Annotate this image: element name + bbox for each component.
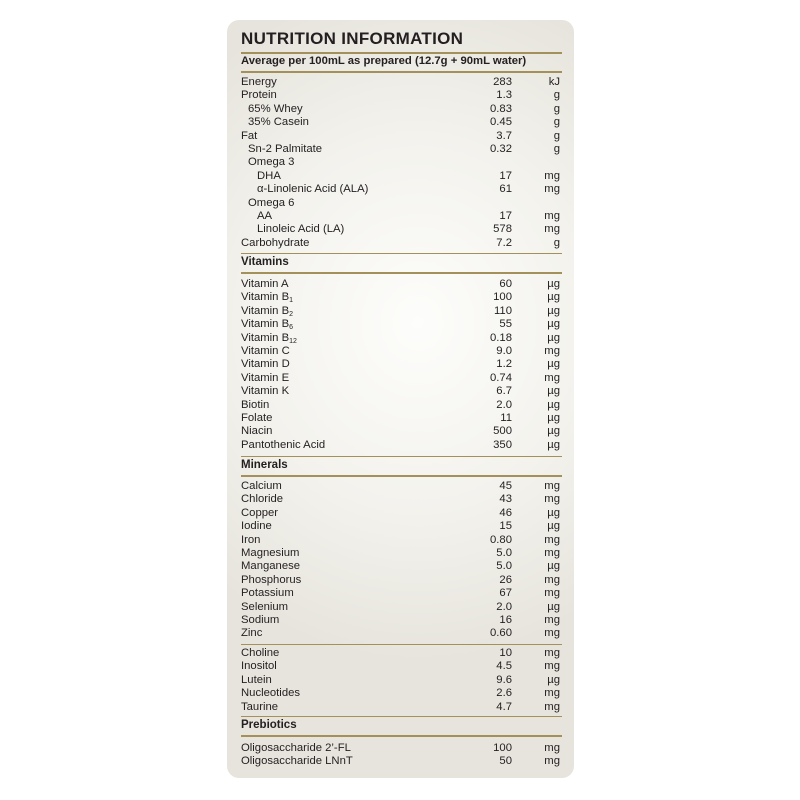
nutrient-value: 100 bbox=[493, 742, 512, 754]
nutrient-unit: mg bbox=[544, 493, 560, 506]
nutrient-unit: µg bbox=[547, 560, 560, 573]
nutrient-row bbox=[241, 587, 562, 600]
nutrient-unit: µg bbox=[547, 438, 560, 451]
nutrient-unit: mg bbox=[544, 345, 560, 357]
nutrient-row bbox=[241, 170, 562, 183]
nutrient-value: 60 bbox=[499, 278, 512, 290]
nutrient-name-text: Pantothenic Acid bbox=[241, 438, 326, 451]
nutrient-unit: µg bbox=[547, 600, 560, 613]
nutrient-name-text: Vitamin A bbox=[241, 278, 289, 290]
nutrient-value: 2.0 bbox=[496, 398, 512, 411]
nutrient-unit: mg bbox=[544, 573, 560, 586]
nutrient-value: 10 bbox=[499, 647, 512, 659]
nutrient-name bbox=[241, 647, 279, 660]
nutrient-value: 9.6 bbox=[496, 673, 512, 686]
nutrient-value: 0.83 bbox=[490, 102, 512, 115]
nutrient-name-text: Zinc bbox=[241, 627, 263, 640]
nutrient-value: 0.60 bbox=[490, 627, 512, 640]
nutrient-name-text: Vitamin B bbox=[241, 304, 290, 317]
nutrient-value: 17 bbox=[499, 169, 512, 182]
nutrient-value: 500 bbox=[493, 425, 512, 438]
nutrient-unit: µg bbox=[547, 520, 560, 533]
minerals-heading: Minerals bbox=[241, 459, 288, 471]
nutrient-name bbox=[241, 547, 299, 560]
nutrient-row bbox=[241, 614, 562, 627]
nutrition-panel bbox=[227, 20, 574, 778]
nutrient-name bbox=[241, 587, 294, 600]
nutrient-name-text: Niacin bbox=[241, 425, 273, 438]
nutrient-value: 67 bbox=[499, 587, 512, 600]
nutrient-row bbox=[241, 116, 562, 129]
title-rule bbox=[241, 52, 562, 54]
nutrient-value: 4.7 bbox=[496, 700, 512, 713]
nutrient-name bbox=[241, 439, 325, 452]
nutrient-row bbox=[241, 291, 562, 304]
nutrient-name-text: Oligosaccharide LNnT bbox=[241, 755, 353, 768]
vitamins-heading-rule bbox=[241, 272, 562, 274]
nutrient-name-text: Chloride bbox=[241, 493, 284, 506]
nutrient-unit: mg bbox=[544, 371, 560, 384]
nutrient-name-text: Calcium bbox=[241, 480, 282, 492]
nutrient-name-text: DHA bbox=[257, 169, 281, 182]
nutrient-subscript: 6 bbox=[289, 324, 294, 332]
nutrient-row bbox=[241, 742, 562, 755]
nutrient-value: 6.7 bbox=[496, 385, 512, 398]
nutrient-row bbox=[241, 601, 562, 614]
nutrient-unit: g bbox=[553, 89, 560, 102]
nutrient-unit: µg bbox=[547, 385, 560, 398]
nutrient-name-text: Selenium bbox=[241, 600, 289, 613]
nutrient-name bbox=[241, 627, 262, 640]
nutrient-name bbox=[257, 170, 281, 183]
nutrient-name-text: Vitamin B bbox=[241, 318, 290, 331]
nutrient-unit: µg bbox=[547, 331, 560, 344]
nutrient-name-text: Lutein bbox=[241, 673, 272, 686]
nutrient-row bbox=[241, 493, 562, 506]
nutrient-value: 1.3 bbox=[496, 89, 512, 102]
nutrient-name-text: Vitamin E bbox=[241, 371, 290, 384]
nutrient-name bbox=[241, 372, 289, 385]
nutrient-value: 9.0 bbox=[496, 345, 512, 357]
nutrient-unit: g bbox=[553, 102, 560, 115]
nutrient-name-text: Inositol bbox=[241, 660, 277, 673]
nutrient-subscript: 2 bbox=[289, 310, 294, 318]
nutrient-value: 4.5 bbox=[496, 660, 512, 673]
nutrient-row bbox=[241, 156, 562, 169]
nutrient-row bbox=[241, 547, 562, 560]
nutrient-name bbox=[241, 332, 297, 345]
nutrient-name-text: Sodium bbox=[241, 614, 280, 626]
nutrient-name bbox=[241, 534, 260, 547]
nutrient-name bbox=[257, 223, 344, 236]
nutrient-row bbox=[241, 534, 562, 547]
nutrient-name bbox=[241, 520, 272, 533]
nutrient-name bbox=[248, 103, 303, 116]
nutrient-name bbox=[241, 674, 272, 687]
nutrient-name-text: Vitamin C bbox=[241, 345, 290, 357]
nutrient-name-text: Iodine bbox=[241, 520, 272, 533]
nutrient-value: 578 bbox=[493, 223, 512, 236]
nutrient-name-text: Nucleotides bbox=[241, 687, 301, 700]
nutrient-row bbox=[241, 687, 562, 700]
nutrient-name bbox=[241, 305, 293, 318]
nutrient-name-text: Linoleic Acid (LA) bbox=[257, 223, 345, 236]
prebiotics-heading-rule bbox=[241, 735, 562, 737]
nutrient-row bbox=[241, 507, 562, 520]
panel-title: NUTRITION INFORMATION bbox=[241, 29, 464, 48]
nutrient-name-text: Phosphorus bbox=[241, 573, 302, 586]
nutrient-name bbox=[241, 412, 272, 425]
minerals-top-rule bbox=[241, 456, 562, 457]
nutrient-row bbox=[241, 660, 562, 673]
minerals-heading-rule bbox=[241, 475, 562, 477]
nutrient-name bbox=[241, 480, 282, 493]
nutrient-unit: µg bbox=[547, 425, 560, 438]
nutrient-name-text: AA bbox=[257, 210, 273, 222]
nutrient-value: 0.45 bbox=[490, 116, 512, 129]
nutrient-value: 26 bbox=[499, 573, 512, 586]
nutrient-row bbox=[241, 103, 562, 116]
nutrient-value: 1.2 bbox=[496, 358, 512, 371]
nutrient-name bbox=[241, 560, 300, 573]
nutrient-name bbox=[248, 143, 322, 156]
nutrient-unit: µg bbox=[547, 673, 560, 686]
nutrient-unit: mg bbox=[544, 660, 560, 673]
nutrient-name bbox=[248, 197, 294, 210]
nutrient-row bbox=[241, 318, 562, 331]
vitamins-heading: Vitamins bbox=[241, 256, 289, 268]
nutrient-unit: mg bbox=[544, 647, 560, 659]
prebiotics-heading: Prebiotics bbox=[241, 719, 297, 731]
nutrient-value: 5.0 bbox=[496, 560, 512, 573]
nutrient-name bbox=[241, 130, 257, 143]
nutrient-name-text: Choline bbox=[241, 647, 280, 659]
nutrient-name-text: Oligosaccharide 2’-FL bbox=[241, 742, 351, 754]
nutrient-row bbox=[241, 425, 562, 438]
nutrient-subscript: 12 bbox=[289, 337, 297, 345]
nutrient-row bbox=[241, 520, 562, 533]
nutrient-name bbox=[241, 385, 289, 398]
nutrient-row bbox=[241, 480, 562, 493]
nutrient-name-text: Taurine bbox=[241, 700, 279, 713]
nutrient-row bbox=[241, 89, 562, 102]
nutrient-name bbox=[241, 318, 293, 331]
nutrient-unit: mg bbox=[544, 587, 560, 600]
nutrient-value: 46 bbox=[499, 506, 512, 519]
subtitle-rule bbox=[241, 71, 562, 73]
others-top-rule bbox=[241, 644, 562, 645]
nutrient-row bbox=[241, 305, 562, 318]
nutrient-name bbox=[241, 345, 290, 358]
nutrient-row bbox=[241, 130, 562, 143]
nutrient-name-text: Vitamin D bbox=[241, 358, 290, 371]
nutrient-name bbox=[241, 237, 309, 250]
nutrient-name bbox=[257, 183, 368, 196]
nutrient-row bbox=[241, 674, 562, 687]
nutrient-value: 7.2 bbox=[496, 236, 512, 249]
nutrient-name-text: Potassium bbox=[241, 587, 294, 600]
nutrient-name bbox=[241, 278, 289, 291]
nutrient-value: 0.18 bbox=[490, 331, 512, 344]
nutrient-name-text: Vitamin B bbox=[241, 331, 290, 344]
nutrient-value: 43 bbox=[499, 493, 512, 506]
nutrient-name bbox=[241, 291, 293, 304]
nutrient-row bbox=[241, 143, 562, 156]
nutrient-unit: mg bbox=[544, 533, 560, 546]
nutrient-name bbox=[241, 742, 351, 755]
nutrient-value: 11 bbox=[500, 412, 512, 424]
nutrient-unit: µg bbox=[547, 278, 560, 290]
nutrient-value: 61 bbox=[499, 183, 512, 196]
nutrient-row bbox=[241, 412, 562, 425]
nutrient-name bbox=[248, 116, 309, 129]
nutrient-name bbox=[241, 425, 272, 438]
nutrient-unit: mg bbox=[544, 755, 560, 768]
nutrient-name-text: Omega 3 bbox=[248, 156, 295, 169]
nutrient-unit: mg bbox=[544, 480, 560, 492]
nutrient-name-text: Vitamin B bbox=[241, 291, 290, 304]
nutrient-value: 50 bbox=[499, 755, 512, 768]
nutrient-unit: mg bbox=[544, 547, 560, 559]
prebiotics-top-rule bbox=[241, 716, 562, 717]
nutrient-name-text: Magnesium bbox=[241, 547, 300, 559]
nutrient-value: 55 bbox=[499, 318, 512, 331]
nutrient-unit: mg bbox=[544, 742, 560, 754]
nutrient-name-text: 35% Casein bbox=[248, 116, 309, 129]
nutrient-subscript: 1 bbox=[289, 297, 294, 305]
nutrient-name bbox=[241, 601, 288, 614]
nutrient-value: 45 bbox=[499, 480, 512, 492]
nutrient-name-text: Protein bbox=[241, 89, 277, 102]
nutrient-row bbox=[241, 439, 562, 452]
nutrient-name-text: Vitamin K bbox=[241, 385, 290, 398]
nutrient-unit: mg bbox=[544, 210, 560, 222]
nutrient-value: 100 bbox=[493, 291, 512, 304]
nutrient-name-text: Fat bbox=[241, 129, 258, 142]
nutrient-row bbox=[241, 210, 562, 223]
nutrient-value: 3.7 bbox=[496, 129, 512, 142]
nutrient-unit: µg bbox=[547, 304, 560, 317]
nutrient-value: 0.80 bbox=[490, 533, 512, 546]
nutrient-row bbox=[241, 755, 562, 768]
nutrient-row bbox=[241, 560, 562, 573]
nutrient-name-text: Carbohydrate bbox=[241, 236, 310, 249]
nutrient-name bbox=[241, 755, 353, 768]
nutrient-row bbox=[241, 574, 562, 587]
nutrient-unit: mg bbox=[544, 614, 560, 626]
nutrient-row bbox=[241, 385, 562, 398]
nutrient-row bbox=[241, 399, 562, 412]
nutrient-unit: g bbox=[553, 236, 560, 249]
nutrient-unit: µg bbox=[547, 318, 560, 331]
nutrient-value: 0.32 bbox=[490, 143, 512, 155]
nutrient-name-text: Sn-2 Palmitate bbox=[248, 143, 323, 155]
nutrient-name bbox=[241, 507, 278, 520]
nutrient-unit: µg bbox=[547, 412, 560, 424]
nutrient-unit: g bbox=[553, 116, 560, 129]
vitamins-top-rule bbox=[241, 253, 562, 254]
nutrient-value: 0.74 bbox=[490, 371, 512, 384]
nutrient-value: 5.0 bbox=[496, 547, 512, 559]
nutrient-name bbox=[241, 76, 277, 89]
nutrient-value: 283 bbox=[493, 76, 512, 88]
nutrient-name-text: Copper bbox=[241, 506, 279, 519]
nutrient-value: 17 bbox=[499, 210, 512, 222]
nutrient-name bbox=[241, 358, 290, 371]
nutrient-name bbox=[241, 660, 277, 673]
nutrient-name-text: Folate bbox=[241, 412, 273, 424]
nutrient-name-text: Manganese bbox=[241, 560, 301, 573]
nutrient-name bbox=[241, 399, 269, 412]
nutrient-unit: mg bbox=[544, 223, 560, 236]
nutrient-name bbox=[241, 574, 301, 587]
nutrient-name bbox=[241, 687, 300, 700]
nutrient-name-text: Energy bbox=[241, 76, 277, 88]
nutrient-name-text: Iron bbox=[241, 533, 261, 546]
nutrient-value: 15 bbox=[499, 520, 512, 533]
nutrient-row bbox=[241, 237, 562, 250]
nutrient-value: 2.6 bbox=[496, 687, 512, 700]
nutrient-row bbox=[241, 223, 562, 236]
nutrient-name bbox=[241, 89, 277, 102]
nutrient-row bbox=[241, 183, 562, 196]
nutrient-row bbox=[241, 345, 562, 358]
nutrient-unit: µg bbox=[547, 398, 560, 411]
nutrient-unit: µg bbox=[547, 358, 560, 371]
nutrient-unit: g bbox=[553, 143, 560, 155]
nutrient-row bbox=[241, 372, 562, 385]
nutrient-name-text: Omega 6 bbox=[248, 196, 295, 209]
nutrient-value: 2.0 bbox=[496, 600, 512, 613]
nutrient-name-text: Biotin bbox=[241, 398, 270, 411]
nutrient-row bbox=[241, 647, 562, 660]
nutrient-name-text: α-Linolenic Acid (ALA) bbox=[257, 183, 369, 196]
nutrient-unit: kJ bbox=[548, 76, 560, 88]
nutrient-value: 350 bbox=[493, 438, 512, 451]
nutrient-name bbox=[257, 210, 272, 223]
nutrient-unit: mg bbox=[544, 687, 560, 700]
nutrient-value: 16 bbox=[499, 614, 512, 626]
serving-subtitle: Average per 100mL as prepared (12.7g + 90mL water) bbox=[241, 55, 527, 67]
nutrient-unit: mg bbox=[544, 627, 560, 640]
nutrient-name bbox=[248, 156, 294, 169]
nutrient-row bbox=[241, 197, 562, 210]
nutrient-unit: mg bbox=[544, 700, 560, 713]
nutrient-name bbox=[241, 701, 278, 714]
nutrient-unit: mg bbox=[544, 183, 560, 196]
nutrient-row bbox=[241, 278, 562, 291]
nutrient-row bbox=[241, 627, 562, 640]
nutrient-name bbox=[241, 614, 279, 627]
nutrient-row bbox=[241, 76, 562, 89]
nutrient-unit: g bbox=[553, 129, 560, 142]
nutrient-unit: µg bbox=[547, 506, 560, 519]
nutrient-name bbox=[241, 493, 283, 506]
nutrient-value: 110 bbox=[493, 304, 512, 317]
nutrient-row bbox=[241, 332, 562, 345]
nutrient-unit: µg bbox=[547, 291, 560, 304]
nutrient-row bbox=[241, 358, 562, 371]
nutrient-row bbox=[241, 701, 562, 714]
nutrient-unit: mg bbox=[544, 169, 560, 182]
nutrient-name-text: 65% Whey bbox=[248, 102, 303, 115]
